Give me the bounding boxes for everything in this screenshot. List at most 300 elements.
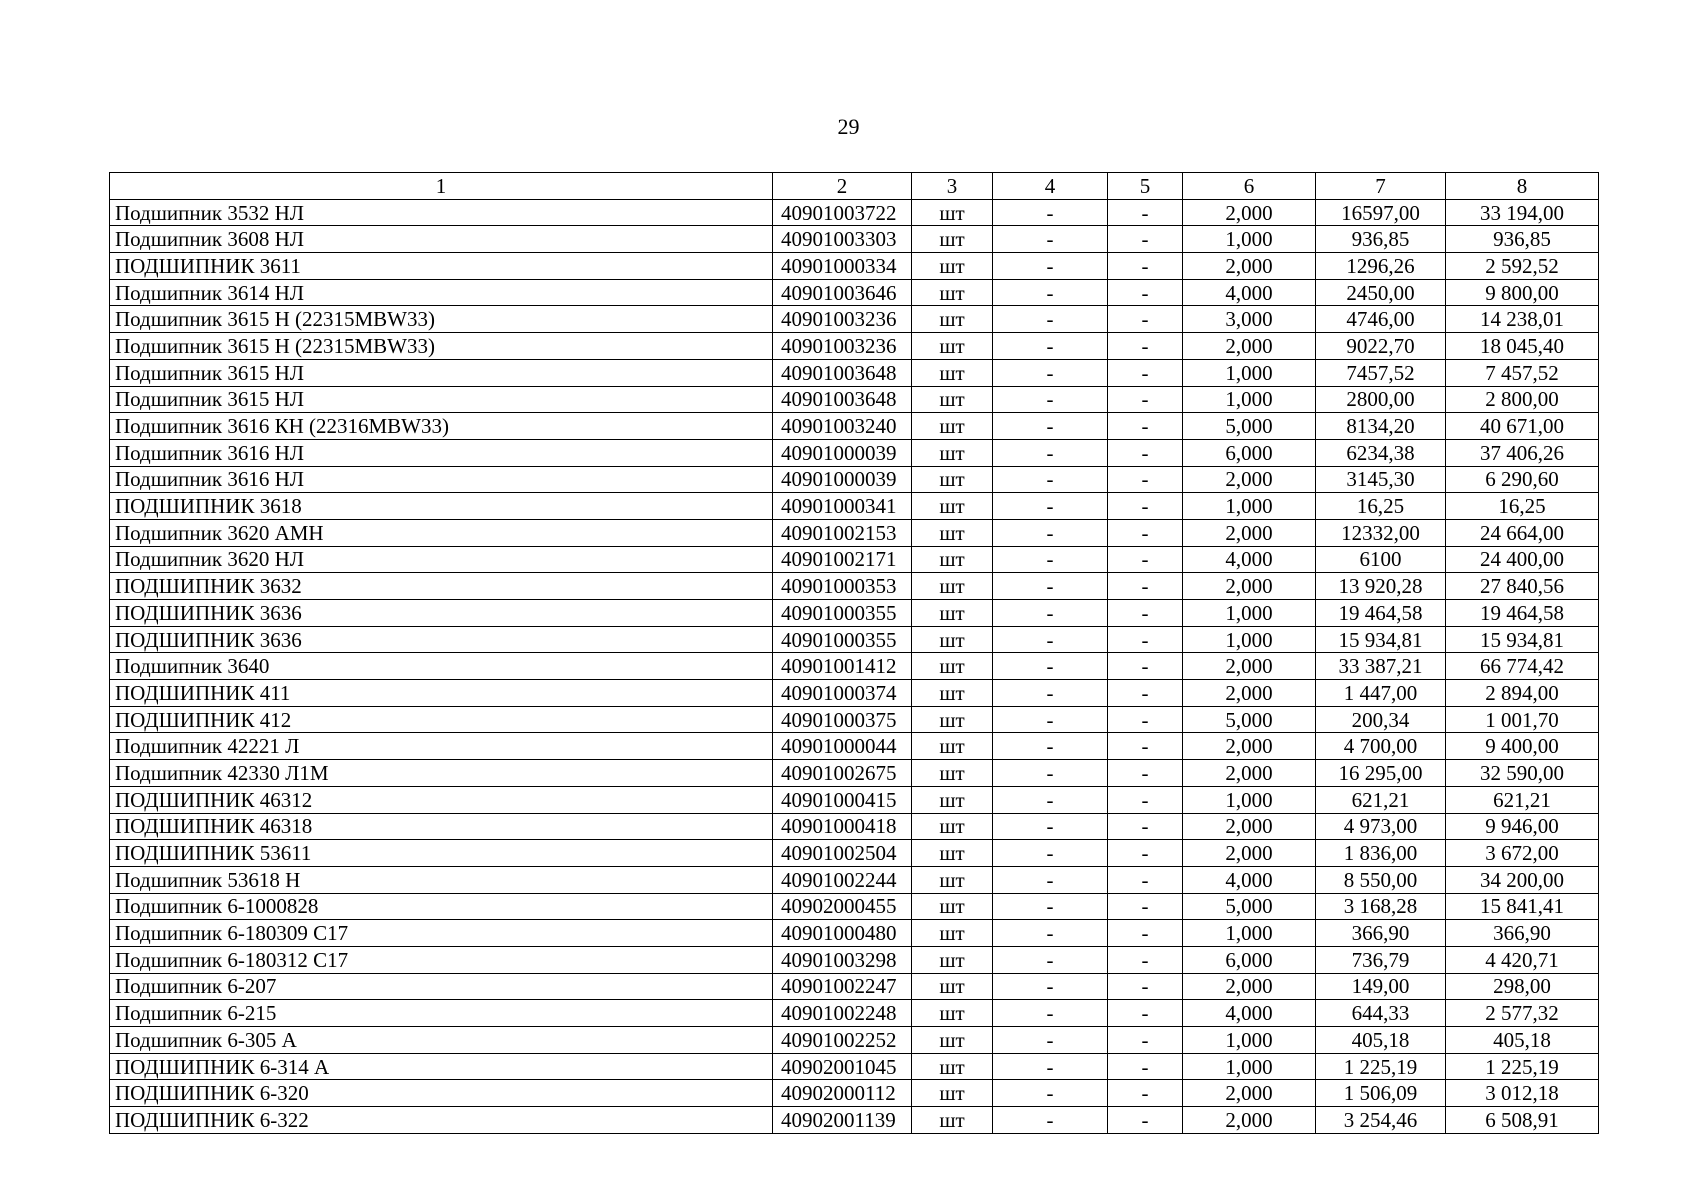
item-code-cell: 40901000355 (773, 626, 912, 653)
table-row (110, 306, 1599, 333)
column-header: 6 (1183, 173, 1316, 200)
price-cell: 3 254,46 (1316, 1107, 1446, 1134)
unit-cell: шт (912, 439, 993, 466)
table-row (110, 946, 1599, 973)
item-code-cell: 40901000353 (773, 573, 912, 600)
item-code-cell: 40901000039 (773, 439, 912, 466)
quantity-cell: 4,000 (1183, 1000, 1316, 1027)
table-row (110, 359, 1599, 386)
col4-cell: - (993, 706, 1108, 733)
item-code-cell: 40901002153 (773, 519, 912, 546)
col4-cell: - (993, 199, 1108, 226)
price-cell: 6100 (1316, 546, 1446, 573)
item-name-cell: Подшипник 6-215 (110, 1000, 773, 1027)
col4-cell: - (993, 226, 1108, 253)
sum-cell: 40 671,00 (1446, 413, 1599, 440)
table-row (110, 760, 1599, 787)
unit-cell: шт (912, 466, 993, 493)
col4-cell: - (993, 493, 1108, 520)
item-code-cell: 40901003236 (773, 306, 912, 333)
col5-cell: - (1108, 199, 1183, 226)
column-header: 2 (773, 173, 912, 200)
item-code-cell: 40901003240 (773, 413, 912, 440)
item-name-cell: Подшипник 3532 НЛ (110, 199, 773, 226)
quantity-cell: 2,000 (1183, 199, 1316, 226)
quantity-cell: 2,000 (1183, 1107, 1316, 1134)
table-row (110, 199, 1599, 226)
col4-cell: - (993, 306, 1108, 333)
unit-cell: шт (912, 519, 993, 546)
item-name-cell: ПОДШИПНИК 46312 (110, 786, 773, 813)
col5-cell: - (1108, 413, 1183, 440)
quantity-cell: 5,000 (1183, 413, 1316, 440)
price-cell: 936,85 (1316, 226, 1446, 253)
price-cell: 4 700,00 (1316, 733, 1446, 760)
table-row (110, 1107, 1599, 1134)
col5-cell: - (1108, 466, 1183, 493)
item-name-cell: Подшипник 6-207 (110, 973, 773, 1000)
col5-cell: - (1108, 680, 1183, 707)
unit-cell: шт (912, 706, 993, 733)
col5-cell: - (1108, 333, 1183, 360)
unit-cell: шт (912, 760, 993, 787)
price-cell: 200,34 (1316, 706, 1446, 733)
table-row (110, 706, 1599, 733)
col4-cell: - (993, 973, 1108, 1000)
item-name-cell: Подшипник 6-180312 С17 (110, 946, 773, 973)
quantity-cell: 5,000 (1183, 893, 1316, 920)
item-code-cell: 40902001045 (773, 1053, 912, 1080)
table-row (110, 226, 1599, 253)
quantity-cell: 2,000 (1183, 1080, 1316, 1107)
table-row (110, 920, 1599, 947)
item-code-cell: 40901002252 (773, 1027, 912, 1054)
table-row (110, 786, 1599, 813)
unit-cell: шт (912, 226, 993, 253)
col5-cell: - (1108, 626, 1183, 653)
unit-cell: шт (912, 600, 993, 627)
col5-cell: - (1108, 253, 1183, 280)
page-number: 29 (837, 114, 860, 139)
sum-cell: 18 045,40 (1446, 333, 1599, 360)
price-cell: 644,33 (1316, 1000, 1446, 1027)
item-code-cell: 40901000374 (773, 680, 912, 707)
item-name-cell: Подшипник 3608 НЛ (110, 226, 773, 253)
quantity-cell: 2,000 (1183, 733, 1316, 760)
item-name-cell: ПОДШИПНИК 3611 (110, 253, 773, 280)
item-code-cell: 40901003303 (773, 226, 912, 253)
sum-cell: 24 400,00 (1446, 546, 1599, 573)
quantity-cell: 1,000 (1183, 920, 1316, 947)
item-name-cell: Подшипник 3615 Н (22315MBW33) (110, 333, 773, 360)
item-code-cell: 40902000112 (773, 1080, 912, 1107)
table-row (110, 973, 1599, 1000)
quantity-cell: 2,000 (1183, 680, 1316, 707)
item-name-cell: ПОДШИПНИК 411 (110, 680, 773, 707)
quantity-cell: 5,000 (1183, 706, 1316, 733)
item-code-cell: 40901002244 (773, 866, 912, 893)
unit-cell: шт (912, 359, 993, 386)
price-cell: 8134,20 (1316, 413, 1446, 440)
unit-cell: шт (912, 573, 993, 600)
col5-cell: - (1108, 386, 1183, 413)
table-body (110, 199, 1599, 1133)
quantity-cell: 2,000 (1183, 253, 1316, 280)
col4-cell: - (993, 519, 1108, 546)
col4-cell: - (993, 333, 1108, 360)
col4-cell: - (993, 1053, 1108, 1080)
table-row (110, 493, 1599, 520)
table-row (110, 866, 1599, 893)
quantity-cell: 2,000 (1183, 466, 1316, 493)
price-cell: 1 836,00 (1316, 840, 1446, 867)
col5-cell: - (1108, 306, 1183, 333)
item-name-cell: Подшипник 53618 Н (110, 866, 773, 893)
item-code-cell: 40901003648 (773, 359, 912, 386)
price-cell: 16597,00 (1316, 199, 1446, 226)
sum-cell: 3 012,18 (1446, 1080, 1599, 1107)
item-name-cell: ПОДШИПНИК 53611 (110, 840, 773, 867)
item-name-cell: Подшипник 42330 Л1М (110, 760, 773, 787)
price-cell: 2800,00 (1316, 386, 1446, 413)
column-header: 8 (1446, 173, 1599, 200)
unit-cell: шт (912, 946, 993, 973)
quantity-cell: 1,000 (1183, 1027, 1316, 1054)
item-name-cell: ПОДШИПНИК 3618 (110, 493, 773, 520)
item-name-cell: Подшипник 3616 НЛ (110, 466, 773, 493)
item-name-cell: ПОДШИПНИК 6-314 А (110, 1053, 773, 1080)
item-name-cell: Подшипник 3620 НЛ (110, 546, 773, 573)
sum-cell: 16,25 (1446, 493, 1599, 520)
table-row (110, 813, 1599, 840)
sum-cell: 24 664,00 (1446, 519, 1599, 546)
item-code-cell: 40901000418 (773, 813, 912, 840)
col5-cell: - (1108, 760, 1183, 787)
sum-cell: 9 800,00 (1446, 279, 1599, 306)
item-name-cell: ПОДШИПНИК 6-322 (110, 1107, 773, 1134)
table-row (110, 600, 1599, 627)
item-name-cell: Подшипник 3616 НЛ (110, 439, 773, 466)
quantity-cell: 1,000 (1183, 226, 1316, 253)
price-cell: 3 168,28 (1316, 893, 1446, 920)
item-code-cell: 40901003236 (773, 333, 912, 360)
sum-cell: 2 894,00 (1446, 680, 1599, 707)
col4-cell: - (993, 866, 1108, 893)
col4-cell: - (993, 786, 1108, 813)
sum-cell: 1 001,70 (1446, 706, 1599, 733)
item-code-cell: 40901000044 (773, 733, 912, 760)
col4-cell: - (993, 466, 1108, 493)
sum-cell: 9 946,00 (1446, 813, 1599, 840)
item-name-cell: Подшипник 3615 Н (22315MBW33) (110, 306, 773, 333)
price-cell: 621,21 (1316, 786, 1446, 813)
col4-cell: - (993, 573, 1108, 600)
quantity-cell: 6,000 (1183, 946, 1316, 973)
sum-cell: 2 577,32 (1446, 1000, 1599, 1027)
col5-cell: - (1108, 600, 1183, 627)
col4-cell: - (993, 279, 1108, 306)
col5-cell: - (1108, 1000, 1183, 1027)
unit-cell: шт (912, 333, 993, 360)
unit-cell: шт (912, 973, 993, 1000)
unit-cell: шт (912, 893, 993, 920)
table-row (110, 333, 1599, 360)
sum-cell: 2 800,00 (1446, 386, 1599, 413)
price-cell: 16,25 (1316, 493, 1446, 520)
col5-cell: - (1108, 866, 1183, 893)
quantity-cell: 2,000 (1183, 813, 1316, 840)
unit-cell: шт (912, 1027, 993, 1054)
quantity-cell: 2,000 (1183, 840, 1316, 867)
col5-cell: - (1108, 226, 1183, 253)
col5-cell: - (1108, 1080, 1183, 1107)
unit-cell: шт (912, 840, 993, 867)
table-row (110, 1000, 1599, 1027)
price-cell: 405,18 (1316, 1027, 1446, 1054)
item-name-cell: ПОДШИПНИК 3632 (110, 573, 773, 600)
quantity-cell: 1,000 (1183, 626, 1316, 653)
sum-cell: 34 200,00 (1446, 866, 1599, 893)
column-header: 7 (1316, 173, 1446, 200)
table-header-row (110, 173, 1599, 200)
col5-cell: - (1108, 519, 1183, 546)
col5-cell: - (1108, 946, 1183, 973)
item-code-cell: 40901003646 (773, 279, 912, 306)
price-cell: 2450,00 (1316, 279, 1446, 306)
item-name-cell: Подшипник 42221 Л (110, 733, 773, 760)
quantity-cell: 3,000 (1183, 306, 1316, 333)
unit-cell: шт (912, 1000, 993, 1027)
col5-cell: - (1108, 813, 1183, 840)
sum-cell: 66 774,42 (1446, 653, 1599, 680)
item-code-cell: 40901002504 (773, 840, 912, 867)
table-row (110, 573, 1599, 600)
table-row (110, 386, 1599, 413)
sum-cell: 15 934,81 (1446, 626, 1599, 653)
item-name-cell: Подшипник 6-305 А (110, 1027, 773, 1054)
price-cell: 736,79 (1316, 946, 1446, 973)
quantity-cell: 1,000 (1183, 359, 1316, 386)
column-header: 5 (1108, 173, 1183, 200)
unit-cell: шт (912, 493, 993, 520)
unit-cell: шт (912, 386, 993, 413)
table-row (110, 279, 1599, 306)
quantity-cell: 4,000 (1183, 866, 1316, 893)
unit-cell: шт (912, 199, 993, 226)
column-header: 4 (993, 173, 1108, 200)
unit-cell: шт (912, 1107, 993, 1134)
price-cell: 366,90 (1316, 920, 1446, 947)
col4-cell: - (993, 653, 1108, 680)
unit-cell: шт (912, 866, 993, 893)
quantity-cell: 2,000 (1183, 653, 1316, 680)
sum-cell: 33 194,00 (1446, 199, 1599, 226)
sum-cell: 32 590,00 (1446, 760, 1599, 787)
item-code-cell: 40901000341 (773, 493, 912, 520)
price-cell: 33 387,21 (1316, 653, 1446, 680)
table-row (110, 1053, 1599, 1080)
table-row (110, 893, 1599, 920)
item-name-cell: Подшипник 6-1000828 (110, 893, 773, 920)
col4-cell: - (993, 1080, 1108, 1107)
item-code-cell: 40901000334 (773, 253, 912, 280)
quantity-cell: 2,000 (1183, 573, 1316, 600)
price-cell: 4746,00 (1316, 306, 1446, 333)
unit-cell: шт (912, 253, 993, 280)
table-row (110, 439, 1599, 466)
price-cell: 1 447,00 (1316, 680, 1446, 707)
item-code-cell: 40901002675 (773, 760, 912, 787)
quantity-cell: 2,000 (1183, 519, 1316, 546)
unit-cell: шт (912, 920, 993, 947)
col5-cell: - (1108, 493, 1183, 520)
item-name-cell: ПОДШИПНИК 3636 (110, 600, 773, 627)
sum-cell: 2 592,52 (1446, 253, 1599, 280)
table-row (110, 1080, 1599, 1107)
col5-cell: - (1108, 439, 1183, 466)
sum-cell: 621,21 (1446, 786, 1599, 813)
col5-cell: - (1108, 1107, 1183, 1134)
table-row (110, 840, 1599, 867)
item-name-cell: Подшипник 6-180309 С17 (110, 920, 773, 947)
table-row (110, 253, 1599, 280)
quantity-cell: 4,000 (1183, 279, 1316, 306)
items-table (109, 172, 1599, 1134)
quantity-cell: 1,000 (1183, 493, 1316, 520)
column-header: 1 (110, 173, 773, 200)
unit-cell: шт (912, 413, 993, 440)
sum-cell: 3 672,00 (1446, 840, 1599, 867)
table-row (110, 519, 1599, 546)
col4-cell: - (993, 733, 1108, 760)
price-cell: 4 973,00 (1316, 813, 1446, 840)
quantity-cell: 4,000 (1183, 546, 1316, 573)
item-code-cell: 40901000039 (773, 466, 912, 493)
col5-cell: - (1108, 893, 1183, 920)
unit-cell: шт (912, 653, 993, 680)
col4-cell: - (993, 600, 1108, 627)
unit-cell: шт (912, 786, 993, 813)
col5-cell: - (1108, 733, 1183, 760)
col4-cell: - (993, 893, 1108, 920)
col4-cell: - (993, 946, 1108, 973)
item-name-cell: Подшипник 3620 АМН (110, 519, 773, 546)
item-name-cell: ПОДШИПНИК 46318 (110, 813, 773, 840)
sum-cell: 7 457,52 (1446, 359, 1599, 386)
table-row (110, 733, 1599, 760)
sum-cell: 27 840,56 (1446, 573, 1599, 600)
col5-cell: - (1108, 653, 1183, 680)
item-code-cell: 40901002171 (773, 546, 912, 573)
quantity-cell: 1,000 (1183, 1053, 1316, 1080)
price-cell: 3145,30 (1316, 466, 1446, 493)
quantity-cell: 6,000 (1183, 439, 1316, 466)
quantity-cell: 2,000 (1183, 760, 1316, 787)
price-cell: 1 506,09 (1316, 1080, 1446, 1107)
col5-cell: - (1108, 1053, 1183, 1080)
column-header: 3 (912, 173, 993, 200)
price-cell: 149,00 (1316, 973, 1446, 1000)
table-row (110, 546, 1599, 573)
unit-cell: шт (912, 546, 993, 573)
item-code-cell: 40901003648 (773, 386, 912, 413)
item-name-cell: ПОДШИПНИК 412 (110, 706, 773, 733)
quantity-cell: 2,000 (1183, 973, 1316, 1000)
quantity-cell: 1,000 (1183, 600, 1316, 627)
col4-cell: - (993, 1027, 1108, 1054)
price-cell: 1 225,19 (1316, 1053, 1446, 1080)
unit-cell: шт (912, 279, 993, 306)
sum-cell: 37 406,26 (1446, 439, 1599, 466)
quantity-cell: 2,000 (1183, 333, 1316, 360)
sum-cell: 9 400,00 (1446, 733, 1599, 760)
table-row (110, 653, 1599, 680)
item-name-cell: ПОДШИПНИК 3636 (110, 626, 773, 653)
item-code-cell: 40901000375 (773, 706, 912, 733)
item-code-cell: 40901002248 (773, 1000, 912, 1027)
item-code-cell: 40901000415 (773, 786, 912, 813)
col4-cell: - (993, 386, 1108, 413)
price-cell: 15 934,81 (1316, 626, 1446, 653)
item-name-cell: Подшипник 3616 КН (22316MBW33) (110, 413, 773, 440)
sum-cell: 1 225,19 (1446, 1053, 1599, 1080)
price-cell: 13 920,28 (1316, 573, 1446, 600)
price-cell: 19 464,58 (1316, 600, 1446, 627)
item-code-cell: 40901003298 (773, 946, 912, 973)
col5-cell: - (1108, 546, 1183, 573)
price-cell: 7457,52 (1316, 359, 1446, 386)
price-cell: 6234,38 (1316, 439, 1446, 466)
unit-cell: шт (912, 1080, 993, 1107)
quantity-cell: 1,000 (1183, 386, 1316, 413)
unit-cell: шт (912, 306, 993, 333)
item-code-cell: 40901000355 (773, 600, 912, 627)
item-code-cell: 40901002247 (773, 973, 912, 1000)
col5-cell: - (1108, 920, 1183, 947)
table-row (110, 1027, 1599, 1054)
item-code-cell: 40901001412 (773, 653, 912, 680)
quantity-cell: 1,000 (1183, 786, 1316, 813)
table-row (110, 680, 1599, 707)
sum-cell: 405,18 (1446, 1027, 1599, 1054)
table-row (110, 413, 1599, 440)
unit-cell: шт (912, 626, 993, 653)
table-row (110, 466, 1599, 493)
sum-cell: 19 464,58 (1446, 600, 1599, 627)
price-cell: 1296,26 (1316, 253, 1446, 280)
sum-cell: 14 238,01 (1446, 306, 1599, 333)
sum-cell: 4 420,71 (1446, 946, 1599, 973)
item-name-cell: Подшипник 3614 НЛ (110, 279, 773, 306)
col4-cell: - (993, 359, 1108, 386)
col4-cell: - (993, 760, 1108, 787)
col4-cell: - (993, 840, 1108, 867)
item-code-cell: 40901003722 (773, 199, 912, 226)
item-name-cell: ПОДШИПНИК 6-320 (110, 1080, 773, 1107)
price-cell: 16 295,00 (1316, 760, 1446, 787)
col5-cell: - (1108, 359, 1183, 386)
sum-cell: 366,90 (1446, 920, 1599, 947)
col4-cell: - (993, 813, 1108, 840)
col4-cell: - (993, 680, 1108, 707)
col4-cell: - (993, 546, 1108, 573)
col5-cell: - (1108, 573, 1183, 600)
item-code-cell: 40902001139 (773, 1107, 912, 1134)
col5-cell: - (1108, 840, 1183, 867)
unit-cell: шт (912, 813, 993, 840)
item-name-cell: Подшипник 3615 НЛ (110, 386, 773, 413)
item-code-cell: 40901000480 (773, 920, 912, 947)
